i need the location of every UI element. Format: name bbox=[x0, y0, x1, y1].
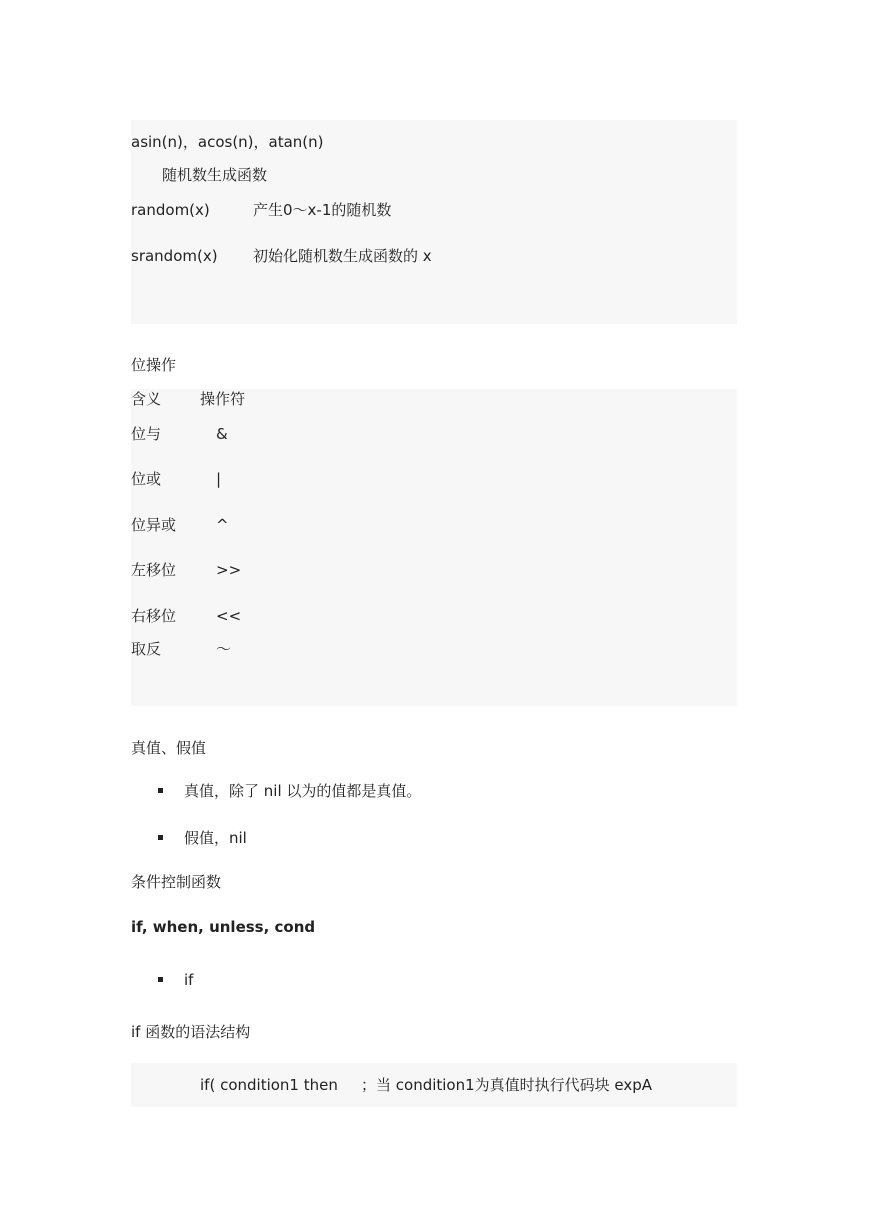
bitop-meaning: 左移位 bbox=[131, 561, 177, 579]
bullet-icon bbox=[158, 977, 163, 982]
srandom-func: srandom(x) bbox=[131, 247, 218, 265]
bitop-meaning: 位异或 bbox=[131, 516, 177, 534]
cond-bullet-if: if bbox=[184, 971, 194, 989]
trig-functions-line: asin(n)，acos(n)，atan(n) bbox=[131, 133, 324, 151]
bitop-operator: ^ bbox=[216, 516, 229, 534]
bitop-meaning: 取反 bbox=[131, 640, 162, 658]
truth-bullet-false: 假值，nil bbox=[184, 829, 247, 847]
bitop-operator: & bbox=[216, 425, 228, 443]
if-syntax-title: if 函数的语法结构 bbox=[131, 1023, 251, 1041]
srandom-desc: 初始化随机数生成函数的 x bbox=[253, 247, 432, 265]
bullet-icon bbox=[158, 835, 163, 840]
bitop-operator: >> bbox=[216, 561, 242, 579]
truth-bullet-true: 真值，除了 nil 以为的值都是真值。 bbox=[184, 782, 422, 800]
random-desc: 产生0～x-1的随机数 bbox=[253, 201, 392, 219]
bullet-icon bbox=[158, 788, 163, 793]
bitop-operator: << bbox=[216, 607, 242, 625]
random-heading: 随机数生成函数 bbox=[162, 166, 268, 184]
if-code-comment: ；当 condition1为真值时执行代码块 expA bbox=[361, 1076, 653, 1094]
if-code-line: if( condition1 then bbox=[200, 1076, 338, 1094]
bitops-header-meaning: 含义 bbox=[131, 390, 162, 408]
cond-title: 条件控制函数 bbox=[131, 873, 222, 891]
bitop-operator: ～ bbox=[216, 640, 232, 658]
random-func: random(x) bbox=[131, 201, 210, 219]
bitop-meaning: 位或 bbox=[131, 470, 162, 488]
bitops-title: 位操作 bbox=[131, 356, 177, 374]
bitop-meaning: 位与 bbox=[131, 425, 162, 443]
truth-title: 真值、假值 bbox=[131, 739, 207, 757]
cond-keywords: if, when, unless, cond bbox=[131, 918, 316, 936]
bitop-operator: | bbox=[216, 470, 222, 488]
bitops-header-operator: 操作符 bbox=[200, 390, 246, 408]
bitop-meaning: 右移位 bbox=[131, 607, 177, 625]
